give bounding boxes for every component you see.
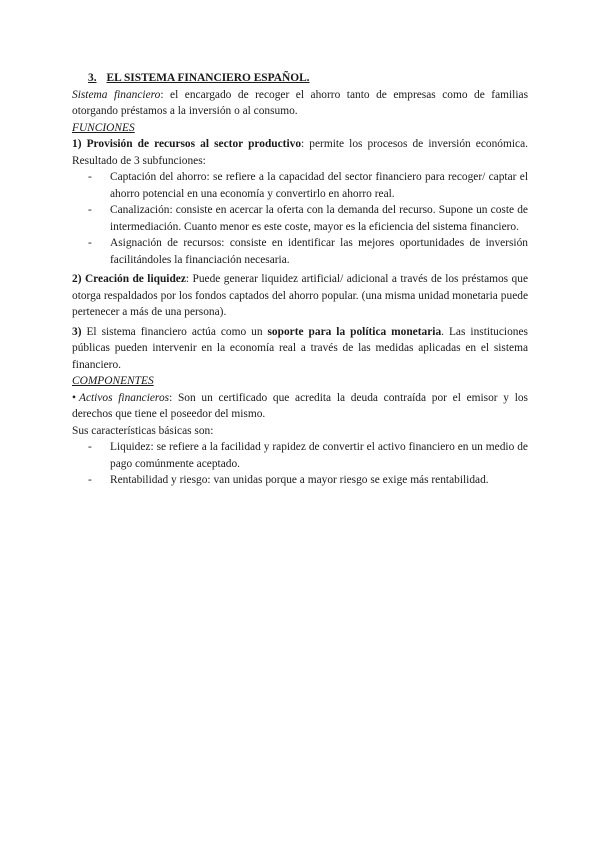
- intro-text: : el encargado de recoger el ahorro tanto de empresas como de familias otorgando préstamos a la inversión o al consumo.: [72, 88, 528, 117]
- document-content: [72, 70, 528, 489]
- section-title: [72, 70, 528, 87]
- list-item: - Canalización: consiste en acercar la oferta con la demanda del recurso. Supone un coste de intermediación. Cuanto menor es este coste, mayor es la eficiencia del sistema financiero.: [110, 202, 528, 235]
- section-title-text: EL SISTEMA FINANCIERO ESPAÑOL.: [106, 72, 310, 84]
- funcion-2-number: 2): [72, 273, 82, 285]
- funcion-1-subfunctions-list: [72, 169, 528, 268]
- funcion-2-title: Creación de liquidez: [84, 273, 186, 285]
- intro-paragraph: [72, 87, 528, 120]
- section-number: 3.: [88, 72, 97, 84]
- activos-paragraph: [72, 390, 528, 423]
- funcion-2-text: : Puede generar liquidez artificial/ adicional a través de los préstamos que otorga respaldados por los fondos captados del ahorro popular. (una misma unidad monetaria puede pertenecer a más de una persona).: [72, 273, 528, 318]
- funciones-heading: FUNCIONES: [72, 121, 135, 134]
- funcion-1-title: Provisión de recursos al sector productivo: [86, 138, 302, 150]
- funcion-3-number: 3): [72, 325, 82, 338]
- caracteristicas-intro: Sus características básicas son:: [72, 424, 214, 437]
- funcion-2-paragraph: [72, 271, 528, 321]
- list-item: - Asignación de recursos: consiste en identificar las mejores oportunidades de inversión facilitándoles la financiación necesaria.: [110, 235, 528, 268]
- funcion-1-number: 1): [72, 138, 82, 150]
- bullet-icon: •: [72, 391, 76, 404]
- componentes-heading: COMPONENTES: [72, 375, 154, 387]
- funcion-1-paragraph: [72, 136, 528, 169]
- funcion-3-text-before: El sistema financiero actúa como un: [81, 325, 268, 338]
- list-item: - Liquidez: se refiere a la facilidad y rapidez de convertir el activo financiero en un medio de pago comúnmente aceptado.: [110, 439, 528, 472]
- list-item: - Captación del ahorro: se refiere a la capacidad del sector financiero para recoger/ captar el ahorro potencial en una economía y convertirlo en ahorro real.: [110, 169, 528, 202]
- caracteristicas-list: [72, 439, 528, 489]
- intro-term: Sistema financiero: [72, 88, 161, 101]
- funcion-1-text: : permite los procesos de inversión económica. Resultado de 3 subfunciones:: [72, 138, 528, 167]
- funcion-3-paragraph: [72, 324, 528, 374]
- funcion-3-bold: soporte para la política monetaria: [267, 325, 442, 338]
- activos-text: : Son un certificado que acredita la deuda contraída por el emisor y los derechos que tiene el poseedor del mismo.: [72, 391, 528, 420]
- list-item: - Rentabilidad y riesgo: van unidas porque a mayor riesgo se exige más rentabilidad.: [110, 472, 528, 489]
- activos-term: Activos financieros: [79, 391, 170, 404]
- funcion-3-text-after: . Las instituciones públicas pueden intervenir en la economía real a través de las medidas aplicadas en el sistema financiero.: [72, 325, 528, 371]
